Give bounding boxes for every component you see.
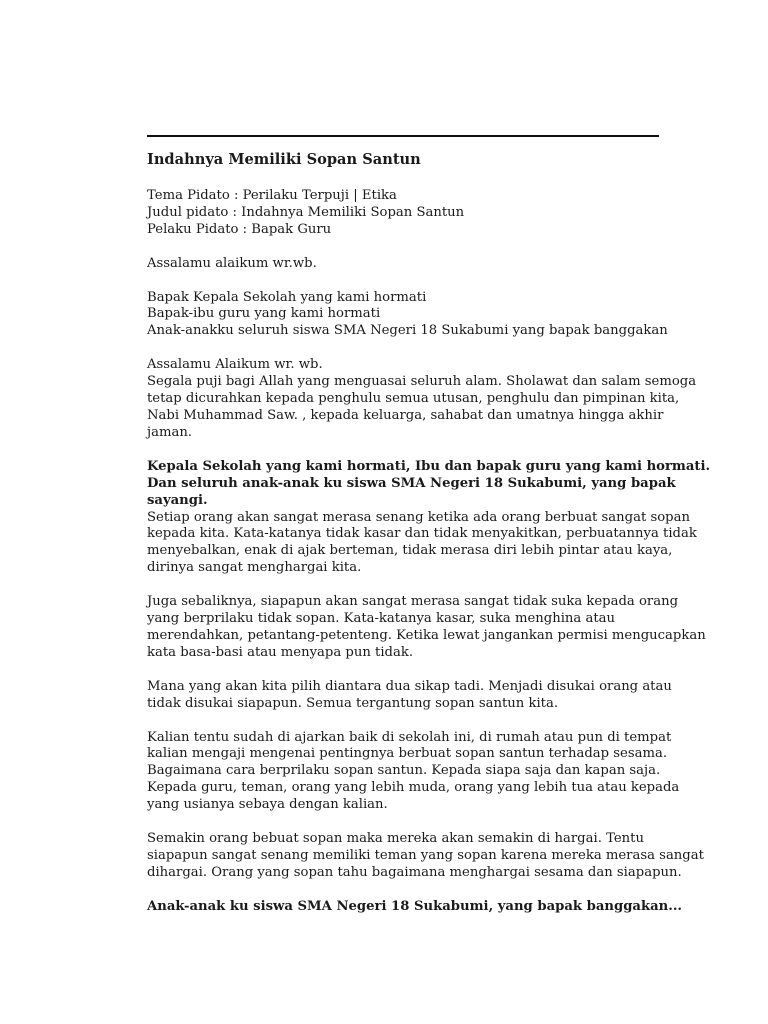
paragraph-4	[147, 729, 680, 815]
salutation-line: Kepala Sekolah yang kami hormati, Ibu dan bapak guru yang kami hormati.	[147, 458, 711, 474]
paragraph-line: tidak disukai siapapun. Semua tergantung sopan santun kita.	[147, 695, 559, 711]
closing-line: Anak-anak ku siswa SMA Negeri 18 Sukabumi, yang bapak banggakan...	[147, 898, 683, 914]
paragraph-line: merendahkan, petantang-petenteng. Ketika lewat jangankan permisi mengucapkan	[147, 627, 706, 643]
paragraph-line: Kepada guru, teman, orang yang lebih muda, orang yang lebih tua atau kepada	[147, 780, 680, 796]
paragraph-line: Semakin orang bebuat sopan maka mereka akan semakin di hargai. Tentu	[147, 831, 644, 847]
paragraph-line: Kalian tentu sudah di ajarkan baik di sekolah ini, di rumah atau pun di tempat	[147, 729, 672, 745]
paragraph-line: Assalamu Alaikum wr. wb.	[147, 357, 323, 373]
paragraph-line: jaman.	[147, 424, 193, 440]
paragraph-line: yang usianya sebaya dengan kalian.	[147, 797, 388, 813]
greeting	[147, 256, 667, 273]
meta-line: Pelaku Pidato : Bapak Guru	[147, 221, 332, 237]
meta-line: Tema Pidato : Perilaku Terpuji | Etika	[147, 187, 397, 203]
paragraph-5	[147, 831, 704, 882]
paragraph-line: Mana yang akan kita pilih diantara dua sikap tadi. Menjadi disukai orang atau	[147, 678, 672, 694]
paragraph-2	[147, 594, 706, 662]
paragraph-line: Segala puji bagi Allah yang menguasai seluruh alam. Sholawat dan salam semoga	[147, 374, 697, 390]
speech-meta	[147, 188, 667, 239]
paragraph-line: yang berprilaku tidak sopan. Kata-katanya kasar, suka menghina atau	[147, 611, 615, 627]
salutation-line: sayangi.	[147, 492, 208, 508]
greeting-line: Assalamu alaikum wr.wb.	[147, 255, 317, 271]
document-title: Indahnya Memiliki Sopan Santun	[147, 151, 421, 168]
address-line: Bapak-ibu guru yang kami hormati	[147, 306, 381, 322]
top-horizontal-rule	[147, 135, 659, 137]
address-line: Bapak Kepala Sekolah yang kami hormati	[147, 289, 427, 305]
paragraph-line: Bagaimana cara berprilaku sopan santun. Kepada siapa saja dan kapan saja.	[147, 763, 661, 779]
paragraph-line: tetap dicurahkan kepada penghulu semua utusan, penghulu dan pimpinan kita,	[147, 391, 680, 407]
paragraph-line: Setiap orang akan sangat merasa senang ketika ada orang berbuat sangat sopan	[147, 509, 690, 525]
meta-line: Judul pidato : Indahnya Memiliki Sopan Santun	[147, 204, 465, 220]
paragraph-line: Nabi Muhammad Saw. , kepada keluarga, sahabat dan umatnya hingga akhir	[147, 407, 664, 423]
closing-salutation	[147, 898, 683, 916]
paragraph-line: dihargai. Orang yang sopan tahu bagaimana menghargai sesama dan siapapun.	[147, 864, 682, 880]
address-list	[147, 290, 667, 341]
paragraph-1	[147, 509, 697, 578]
paragraph-line: kalian mengaji mengenai pentingnya berbuat sopan santun terhadap sesama.	[147, 746, 668, 762]
document-body	[147, 151, 711, 933]
paragraph-line: menyebalkan, enak di ajak berteman, tidak merasa diri lebih pintar atau kaya,	[147, 543, 673, 559]
salutation-line: Dan seluruh anak-anak ku siswa SMA Negeri 18 Sukabumi, yang bapak	[147, 475, 676, 491]
address-line: Anak-anakku seluruh siswa SMA Negeri 18 Sukabumi yang bapak banggakan	[147, 323, 668, 339]
paragraph-line: dirinya sangat menghargai kita.	[147, 560, 362, 576]
opening-paragraph	[147, 357, 697, 442]
paragraph-line: Juga sebaliknya, siapapun akan sangat merasa sangat tidak suka kepada orang	[147, 594, 679, 610]
bold-salutation	[147, 458, 711, 510]
paragraph-line: kata basa-basi atau menyapa pun tidak.	[147, 644, 414, 660]
paragraph-line: kepada kita. Kata-katanya tidak kasar dan tidak menyakitkan, perbuatannya tidak	[147, 526, 697, 542]
paragraph-line: siapapun sangat senang memiliki teman yang sopan karena mereka merasa sangat	[147, 848, 704, 863]
paragraph-3	[147, 678, 672, 713]
